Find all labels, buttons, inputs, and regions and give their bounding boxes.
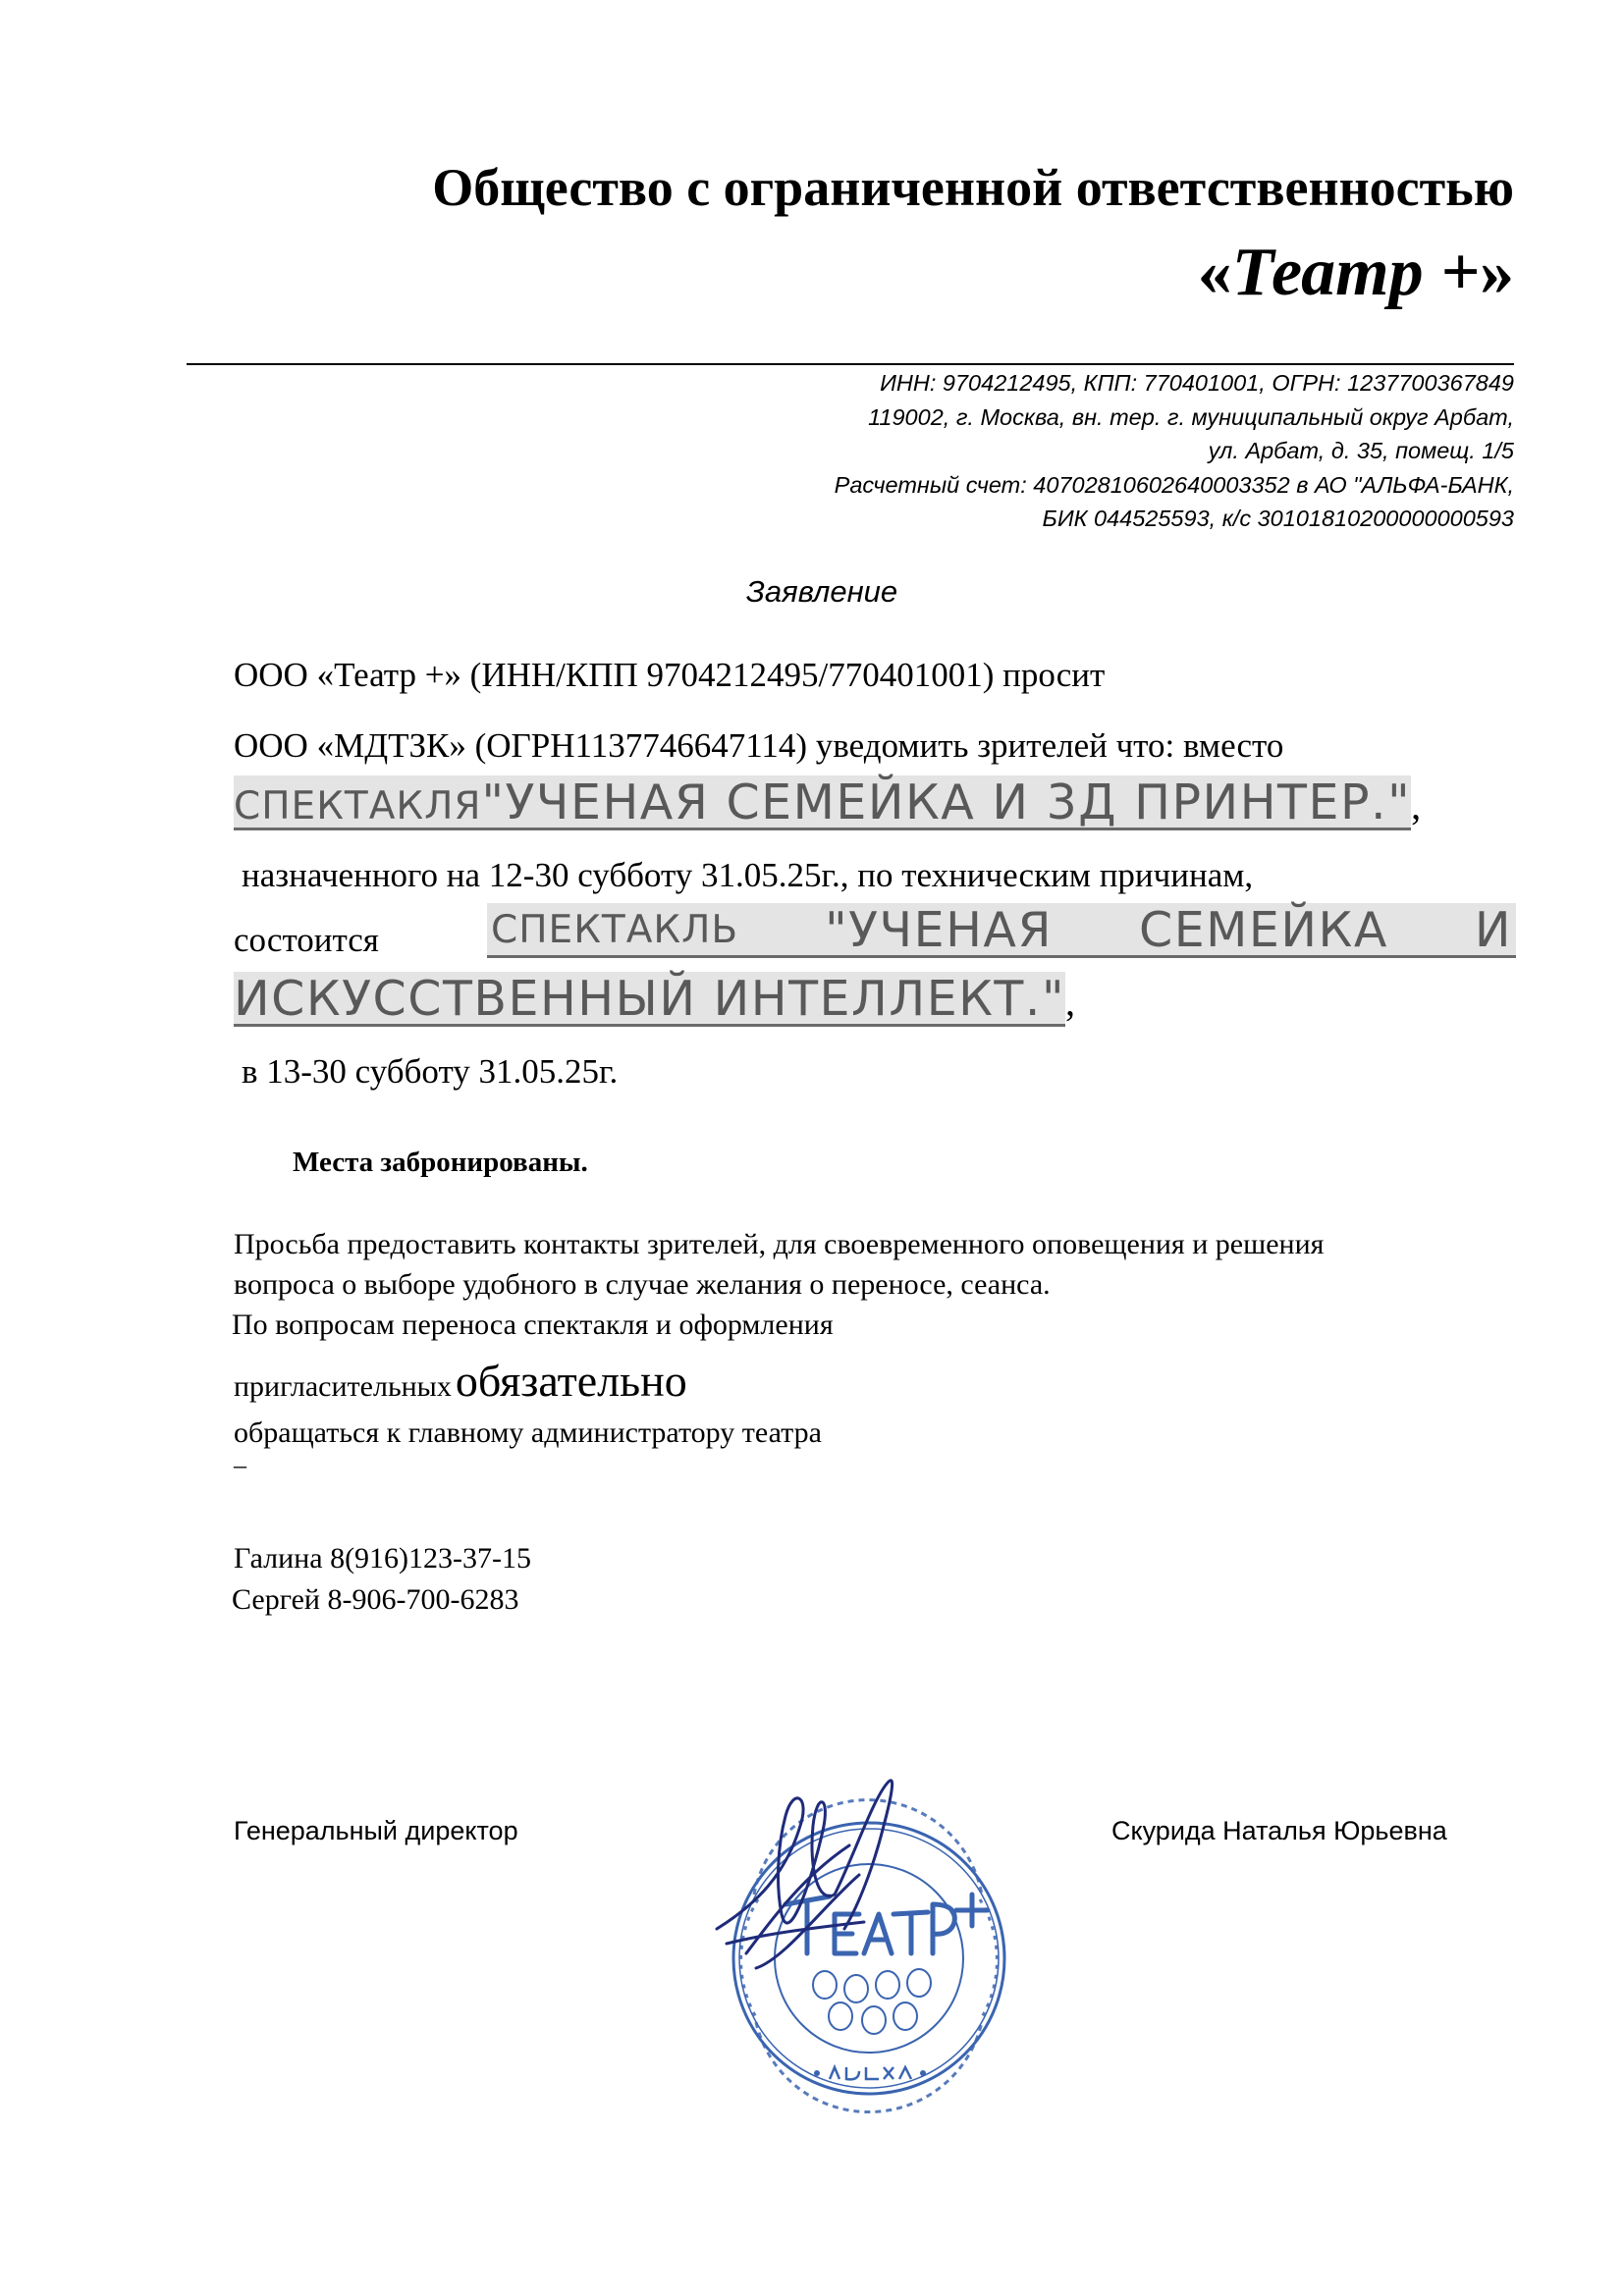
- play-cancelled-title: "УЧЕНАЯ СЕМЕЙКА И 3Д ПРИНТЕР.": [481, 774, 1412, 830]
- contact-sergey: Сергей 8-906-700-6283: [232, 1583, 519, 1616]
- signatory-name: Скурида Наталья Юрьевна: [1111, 1816, 1447, 1845]
- request-line: обращаться к главному администратору театра: [234, 1416, 822, 1449]
- requisites-line: ул. Арбат, д. 35, помещ. 1/5: [1208, 438, 1514, 463]
- header-divider: [187, 363, 1514, 365]
- play-cancelled: [234, 775, 1421, 830]
- signatory-position: Генеральный директор: [234, 1816, 518, 1845]
- play-new-line2: [234, 972, 1075, 1027]
- quote-open: «: [1197, 235, 1232, 310]
- request-emphasis: обязательно: [455, 1356, 687, 1406]
- company-stamp-seal: [687, 1757, 1041, 2189]
- play-new-word: СЕМЕЙКА: [1138, 902, 1388, 958]
- quote-close: »: [1480, 235, 1514, 310]
- company-name-text: Театр +: [1231, 235, 1480, 310]
- company-legal-form: Общество с ограниченной ответственностью: [432, 158, 1514, 217]
- play-cancelled-comma: ,: [1411, 783, 1422, 828]
- play-cancelled-prefix: СПЕКТАКЛЯ: [234, 784, 482, 828]
- play-new-word: СПЕКТАКЛЬ: [491, 908, 739, 952]
- request-line: вопроса о выборе удобного в случае желания о переносе, сеанса.: [234, 1268, 1051, 1301]
- body-line-4: назначенного на 12-30 субботу 31.05.25г., по техническим причинам,: [242, 856, 1254, 894]
- requisites-line: Расчетный счет: 40702810602640003352 в АО "АЛЬФА-БАНК,: [834, 472, 1514, 498]
- play-new-comma: ,: [1064, 980, 1075, 1024]
- play-new-highlight-line1: [487, 903, 1516, 958]
- requisites-line: 119002, г. Москва, вн. тер. г. муниципальный округ Арбат,: [868, 404, 1514, 430]
- request-line: Просьба предоставить контакты зрителей, для своевременного оповещения и решения: [234, 1228, 1325, 1260]
- play-new-word: И: [1474, 902, 1512, 958]
- body-line-2: ООО «МДТЗК» (ОГРН1137746647114) уведомить зрителей что: вместо: [234, 726, 1284, 765]
- company-name: [1198, 234, 1514, 312]
- play-new-highlight-line2: ИСКУССТВЕННЫЙ ИНТЕЛЛЕКТ.": [234, 971, 1065, 1027]
- body-line-7: в 13-30 субботу 31.05.25г.: [242, 1052, 619, 1091]
- play-cancelled-highlight: [234, 775, 1411, 830]
- request-line: По вопросам переноса спектакля и оформления: [232, 1308, 834, 1341]
- requisites-line: ИНН: 9704212495, КПП: 770401001, ОГРН: 1237700367849: [880, 370, 1514, 396]
- play-new-word: "УЧЕНАЯ: [825, 902, 1054, 958]
- body-line-1: ООО «Театр +» (ИНН/КПП 9704212495/770401001) просит: [234, 656, 1106, 694]
- dash: –: [234, 1451, 246, 1479]
- document-title: Заявление: [745, 574, 898, 609]
- reserved-notice: Места забронированы.: [293, 1147, 588, 1178]
- body-line-5-lead: состоится: [234, 921, 379, 959]
- request-lead: пригласительных: [234, 1370, 452, 1403]
- contact-galina: Галина 8(916)123-37-15: [234, 1542, 532, 1575]
- requisites-line: БИК 044525593, к/с 30101810200000000593: [1042, 506, 1514, 531]
- request-line-emphasis: [234, 1355, 687, 1407]
